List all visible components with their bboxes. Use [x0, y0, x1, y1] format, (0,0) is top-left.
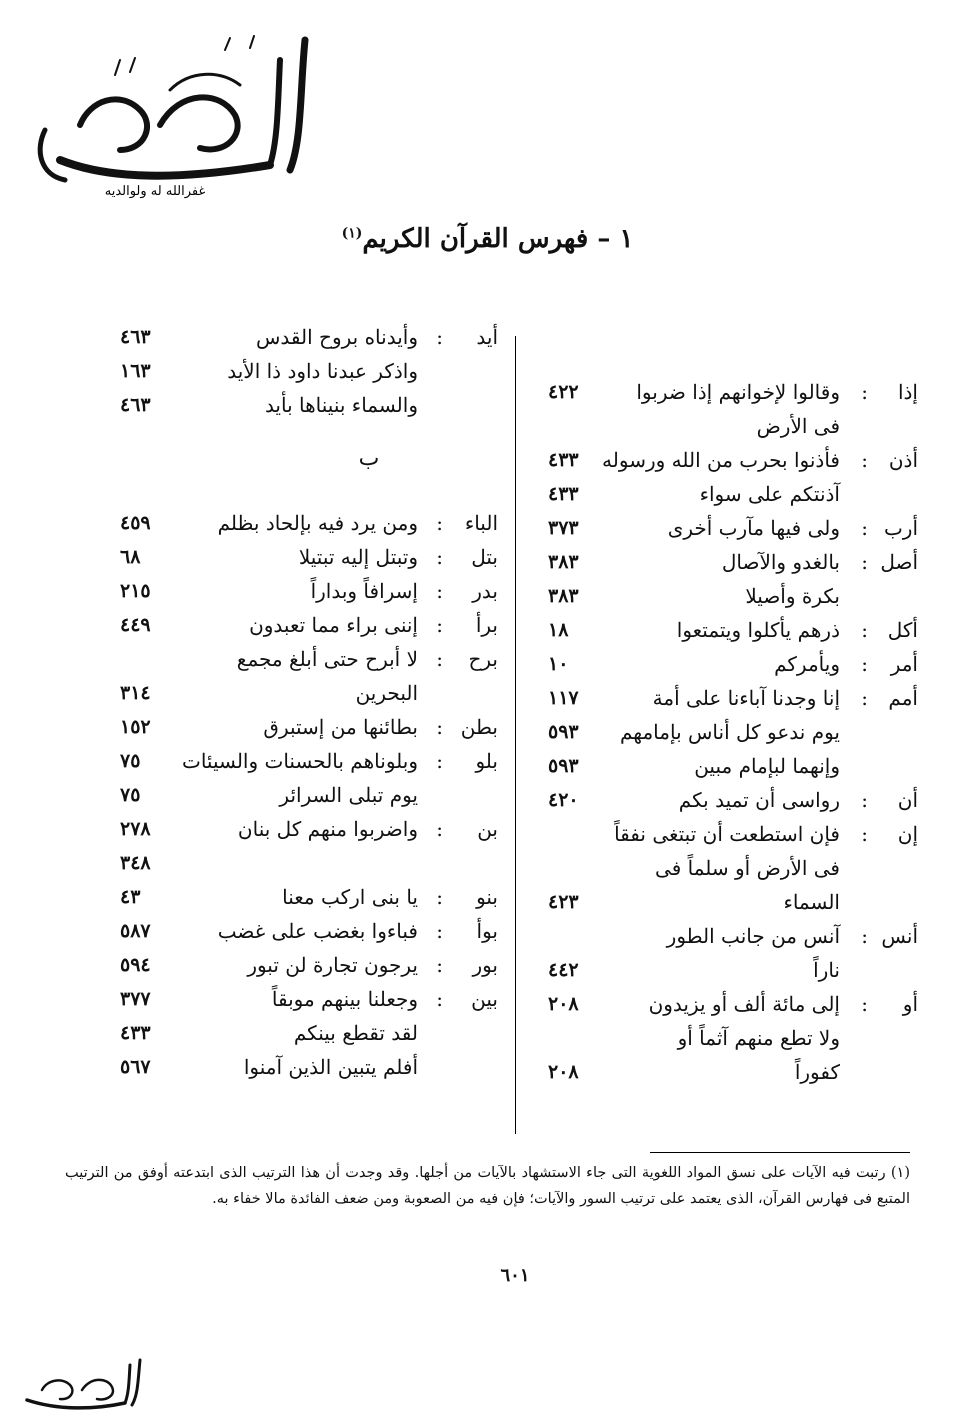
- entry-colon: :: [436, 325, 443, 349]
- index-entry: [120, 710, 498, 744]
- entry-page-number: ٦٨: [120, 546, 141, 568]
- index-entry: [548, 817, 918, 851]
- entry-root: بطن: [460, 715, 498, 739]
- index-entry: [120, 320, 498, 354]
- index-entry: [120, 744, 498, 778]
- index-entry: [120, 812, 498, 846]
- index-entry: [548, 681, 918, 715]
- entry-verse: فى الأرض أو سلماً فى: [655, 856, 840, 880]
- entry-verse: فباءوا بغضب على غضب: [217, 919, 418, 943]
- index-entry: [120, 608, 498, 642]
- entry-page-number: ١٠: [548, 653, 569, 675]
- calligraphy-logo-small-art: [12, 1355, 147, 1415]
- entry-root: أمم: [888, 686, 918, 710]
- calligraphy-logo-small: [12, 1355, 147, 1415]
- entry-root: أصل: [880, 550, 918, 574]
- section-letter: ب: [358, 446, 380, 471]
- entry-root: بوأ: [476, 919, 498, 943]
- entry-colon: :: [861, 550, 868, 574]
- entry-colon: :: [861, 788, 868, 812]
- entry-page-number: ٢٧٨: [120, 818, 151, 840]
- index-entry: [120, 642, 498, 676]
- left-column-top: [120, 320, 498, 422]
- entry-verse: ولا تطع منهم آثماً أو: [677, 1026, 840, 1050]
- entry-root: بلو: [475, 749, 498, 773]
- entry-page-number: ٤٤٢: [548, 959, 579, 981]
- entry-root: أكل: [887, 618, 918, 642]
- footnote: (١) رتبت فيه الآيات على نسق المواد اللغوية التى جاء الاستشهاد بالآيات من أجلها. وقد وجدت أن هذا الترتيب الذى ابتدعته أوفق من الترتيب المتبع فى فهارس القرآن، الذى يعتمد على ترتيب السور والآيات؛ فإن فيه من الصعوبة ومن ضعف الفائدة مالا خفاء به.: [65, 1165, 910, 1207]
- entry-verse: واذكر عبدنا داود ذا الأيد: [227, 359, 418, 383]
- entry-colon: :: [861, 924, 868, 948]
- entry-root: أن: [897, 788, 918, 812]
- entry-verse: إننى براء مما تعبدون: [249, 613, 418, 637]
- index-entry: [548, 511, 918, 545]
- index-entry: [120, 948, 498, 982]
- entry-page-number: ٧٥: [120, 784, 141, 806]
- index-entry: [548, 749, 918, 783]
- entry-page-number: ٤٣٣: [120, 1022, 151, 1044]
- entry-root: أيد: [476, 325, 498, 349]
- entry-verse: آنس من جانب الطور: [666, 924, 840, 948]
- entry-verse: وجعلنا بينهم موبقاً: [271, 987, 418, 1011]
- entry-page-number: ٣٤٨: [120, 852, 151, 874]
- entry-root: برأ: [475, 613, 498, 637]
- entry-page-number: ٤٣: [120, 886, 141, 908]
- right-column: [548, 375, 918, 1089]
- entry-verse: إنا وجدنا آباءنا على أمة: [652, 686, 840, 710]
- entry-root: أمر: [890, 652, 918, 676]
- entry-verse: يا بنى اركب معنا: [282, 885, 418, 909]
- entry-colon: :: [436, 885, 443, 909]
- index-entry: [548, 409, 918, 443]
- entry-root: بتل: [471, 545, 498, 569]
- entry-verse: ويأمركم: [774, 652, 840, 676]
- index-entry: [120, 676, 498, 710]
- entry-page-number: ٣٧٧: [120, 988, 151, 1010]
- entry-page-number: ٥٦٧: [120, 1056, 151, 1078]
- index-entry: [548, 579, 918, 613]
- calligraphy-logo-art: [20, 30, 320, 205]
- index-entry: [548, 851, 918, 885]
- index-entry: [548, 477, 918, 511]
- entry-verse: فإن استطعت أن تبتغى نفقاً: [614, 822, 840, 846]
- entry-colon: :: [436, 749, 443, 773]
- title-text: ١ – فهرس القرآن الكريم: [362, 224, 634, 254]
- index-entry: [548, 715, 918, 749]
- index-entry: [120, 1050, 498, 1084]
- index-entry: [120, 574, 498, 608]
- entry-verse: ولى فيها مآرب أخرى: [667, 516, 840, 540]
- entry-colon: :: [436, 715, 443, 739]
- entry-page-number: ٥٩٣: [548, 721, 579, 743]
- entry-page-number: ١١٧: [548, 687, 579, 709]
- index-entry: [548, 1021, 918, 1055]
- entry-root: بدر: [472, 579, 498, 603]
- entry-page-number: ٤٣٣: [548, 483, 579, 505]
- index-entry: [548, 443, 918, 477]
- entry-page-number: ٣٨٣: [548, 585, 579, 607]
- index-entry: [120, 506, 498, 540]
- entry-verse: يوم ندعو كل أناس بإمامهم: [619, 720, 840, 744]
- index-entry: [120, 388, 498, 422]
- entry-verse: وأيدناه بروح القدس: [256, 325, 418, 349]
- entry-colon: :: [436, 545, 443, 569]
- entry-page-number: ٥٨٧: [120, 920, 151, 942]
- entry-page-number: ٣٨٣: [548, 551, 579, 573]
- index-entry: [548, 647, 918, 681]
- entry-verse: إسرافاً وبداراً: [310, 579, 418, 603]
- entry-page-number: ٢١٥: [120, 580, 151, 602]
- entry-colon: :: [436, 579, 443, 603]
- entry-colon: :: [861, 992, 868, 1016]
- entry-verse: واضربوا منهم كل بنان: [237, 817, 418, 841]
- index-entry: [120, 880, 498, 914]
- entry-root: بن: [477, 817, 498, 841]
- index-entry: [548, 613, 918, 647]
- entry-colon: :: [436, 987, 443, 1011]
- index-entry: [548, 783, 918, 817]
- entry-verse: ذرهم يأكلوا ويتمتعوا: [676, 618, 840, 642]
- entry-root: بور: [472, 953, 498, 977]
- entry-colon: :: [861, 516, 868, 540]
- entry-verse: كفوراً: [794, 1060, 840, 1084]
- entry-verse: إلى مائة ألف أو يزيدون: [648, 992, 840, 1016]
- entry-verse: يرجون تجارة لن تبور: [247, 953, 418, 977]
- entry-verse: وبلوناهم بالحسنات والسيئات: [181, 749, 418, 773]
- index-entry: [548, 545, 918, 579]
- entry-page-number: ١٨: [548, 619, 569, 641]
- entry-root: أنس: [881, 924, 918, 948]
- index-entry: [548, 375, 918, 409]
- entry-root: أذن: [888, 448, 918, 472]
- entry-root: بين: [471, 987, 498, 1011]
- entry-page-number: ٢٠٨: [548, 993, 579, 1015]
- index-entry: [120, 540, 498, 574]
- footnote-rule: [650, 1152, 910, 1153]
- entry-root: إذا: [897, 380, 918, 404]
- calligraphy-logo: [20, 30, 320, 205]
- entry-colon: :: [861, 822, 868, 846]
- entry-page-number: ١٦٣: [120, 360, 151, 382]
- entry-verse: وإنهما لبإمام مبين: [694, 754, 840, 778]
- column-divider: [515, 336, 516, 1134]
- entry-colon: :: [436, 647, 443, 671]
- entry-page-number: ٣٧٣: [548, 517, 579, 539]
- entry-verse: فأذنوا بحرب من الله ورسوله: [602, 448, 840, 472]
- entry-root: أو: [902, 992, 918, 1016]
- entry-verse: ومن يرد فيه بإلحاد بظلم: [217, 511, 418, 535]
- entry-verse: البحرين: [355, 681, 418, 705]
- entry-colon: :: [436, 953, 443, 977]
- entry-colon: :: [436, 511, 443, 535]
- index-entry: [120, 1016, 498, 1050]
- entry-page-number: ٧٥: [120, 750, 141, 772]
- entry-page-number: ٤٤٩: [120, 614, 151, 636]
- entry-colon: :: [861, 448, 868, 472]
- entry-page-number: ٤٢٢: [548, 381, 579, 403]
- entry-page-number: ٤٥٩: [120, 512, 151, 534]
- entry-verse: آذنتكم على سواء: [699, 482, 840, 506]
- entry-colon: :: [436, 817, 443, 841]
- entry-colon: :: [861, 380, 868, 404]
- entry-page-number: ٤٢٠: [548, 789, 579, 811]
- left-column-bottom: [120, 506, 498, 1084]
- entry-verse: وقالوا لإخوانهم إذا ضربوا: [636, 380, 840, 404]
- entry-verse: بالغدو والآصال: [721, 550, 840, 574]
- entry-colon: :: [861, 652, 868, 676]
- entry-verse: السماء: [783, 890, 840, 914]
- page-number: ٦٠١: [500, 1265, 530, 1286]
- page-title: [0, 224, 975, 254]
- entry-verse: لا أبرح حتى أبلغ مجمع: [236, 647, 418, 671]
- entry-root: أرب: [883, 516, 918, 540]
- entry-page-number: ٣١٤: [120, 682, 151, 704]
- entry-page-number: ٤٦٣: [120, 326, 151, 348]
- entry-verse: رواسى أن تميد بكم: [678, 788, 840, 812]
- title-footnote-marker: (١): [341, 225, 363, 242]
- entry-colon: :: [861, 618, 868, 642]
- left-column: [120, 320, 498, 1084]
- entry-root: برح: [468, 647, 498, 671]
- entry-page-number: ٢٠٨: [548, 1061, 579, 1083]
- entry-colon: :: [436, 613, 443, 637]
- entry-colon: :: [861, 686, 868, 710]
- entry-verse: والسماء بنيناها بأيد: [264, 393, 418, 417]
- index-entry: [120, 846, 498, 880]
- entry-verse: وتبتل إليه تبتيلا: [298, 545, 418, 569]
- entry-root: إن: [897, 822, 918, 846]
- entry-verse: فى الأرض: [756, 414, 840, 438]
- index-entry: [548, 1055, 918, 1089]
- entry-page-number: ٥٩٣: [548, 755, 579, 777]
- entry-page-number: ٤٢٣: [548, 891, 579, 913]
- entry-page-number: ١٥٢: [120, 716, 151, 738]
- entry-verse: بطائنها من إستبرق: [263, 715, 418, 739]
- index-entry: [120, 914, 498, 948]
- entry-page-number: ٥٩٤: [120, 954, 151, 976]
- logo-dedication: غفرالله له ولوالديه: [104, 184, 206, 199]
- entry-root: بنو: [476, 885, 498, 909]
- index-entry: [120, 354, 498, 388]
- entry-page-number: ٤٣٣: [548, 449, 579, 471]
- index-entry: [548, 953, 918, 987]
- entry-verse: بكرة وأصيلا: [745, 584, 840, 608]
- entry-root: الباء: [464, 511, 498, 535]
- entry-page-number: ٤٦٣: [120, 394, 151, 416]
- entry-colon: :: [436, 919, 443, 943]
- index-entry: [548, 885, 918, 919]
- entry-verse: ناراً: [813, 958, 840, 982]
- entry-verse: يوم تبلى السرائر: [279, 783, 418, 807]
- index-entry: [548, 919, 918, 953]
- index-entry: [120, 778, 498, 812]
- index-entry: [548, 987, 918, 1021]
- entry-verse: أفلم يتبين الذين آمنوا: [243, 1055, 418, 1079]
- entry-verse: لقد تقطع بينكم: [293, 1021, 418, 1045]
- index-entry: [120, 982, 498, 1016]
